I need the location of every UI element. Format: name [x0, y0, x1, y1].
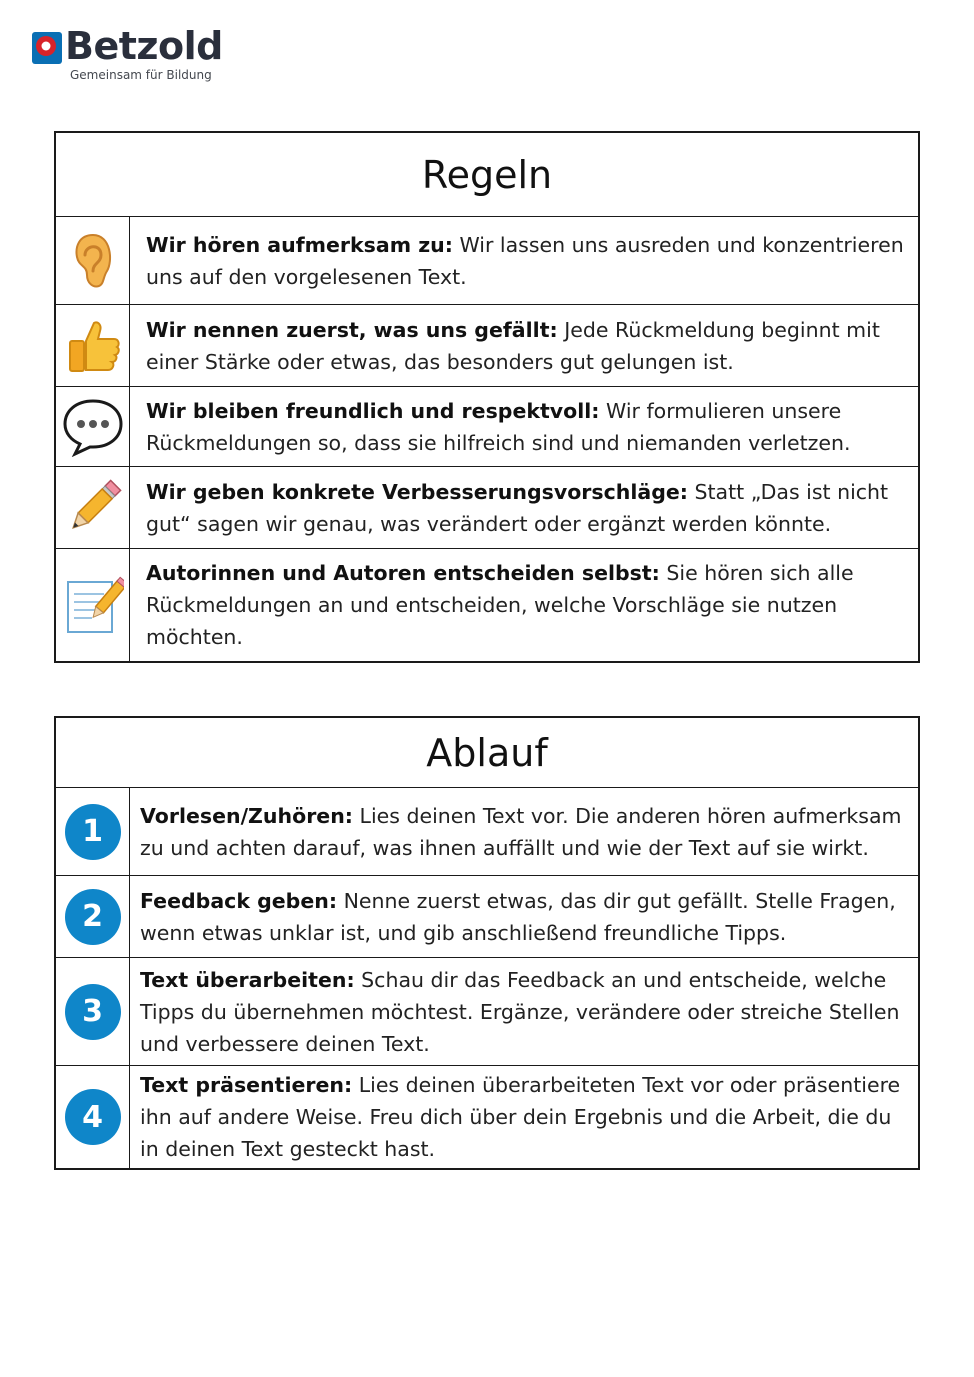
ablauf-bold: Text präsentieren:	[140, 1073, 353, 1097]
regel-bold: Wir geben konkrete Verbesserungsvorschläge:	[146, 479, 688, 504]
regeln-table	[54, 131, 920, 663]
regel-bold: Autorinnen und Autoren entscheiden selbst:	[146, 561, 660, 585]
ablauf-body: Lies deinen Text vor. Die anderen hören aufmerksam zu und achten darauf, was ihnen auffällt und wie der Text auf sie wirkt.	[140, 803, 902, 860]
regel-text	[130, 467, 918, 548]
ablauf-text	[130, 958, 918, 1065]
regel-body: Jede Rückmeldung beginnt mit einer Stärke oder etwas, das besonders gut gelungen ist.	[146, 317, 880, 374]
regel-text	[130, 387, 918, 466]
regel-bold: Wir hören aufmerksam zu:	[146, 232, 453, 257]
regel-row	[56, 387, 918, 467]
pencil-icon	[63, 478, 123, 538]
ablauf-title: Ablauf	[56, 718, 918, 788]
number-2-badge: 2	[65, 889, 121, 945]
regel-bold: Wir bleiben freundlich und respektvoll:	[146, 398, 600, 423]
regel-text	[130, 217, 918, 304]
logo-wordmark: Betzold	[65, 24, 223, 68]
ablauf-bold: Feedback geben:	[140, 888, 338, 913]
ear-icon	[71, 231, 115, 291]
ablauf-text	[130, 788, 918, 875]
ablauf-row	[56, 1066, 918, 1168]
regel-row	[56, 549, 918, 661]
regel-body: Wir lassen uns ausreden und konzentrieren uns auf den vorgelesenen Text.	[146, 232, 904, 289]
speech-bubble-icon	[61, 397, 125, 457]
memo-icon	[62, 574, 124, 636]
regel-bold: Wir nennen zuerst, was uns gefällt:	[146, 317, 558, 342]
number-3-badge: 3	[65, 984, 121, 1040]
number-1-badge: 1	[65, 804, 121, 860]
regel-text	[130, 305, 918, 386]
ablauf-body: Schau dir das Feedback an und entscheide, welche Tipps du übernehmen möchtest. Ergänze, verändere oder streiche Stellen und verbessere deinen Text.	[140, 967, 900, 1056]
ablauf-bold: Text überarbeiten:	[140, 967, 355, 992]
logo-tagline: Gemeinsam für Bildung	[70, 68, 212, 82]
ablauf-row	[56, 788, 918, 876]
ablauf-body: Lies deinen überarbeiteten Text vor oder präsentiere ihn auf andere Weise. Freu dich über dein Ergebnis und die Arbeit, die du in deinen Text gesteckt hast.	[140, 1073, 901, 1161]
regel-row	[56, 305, 918, 387]
ablauf-body: Nenne zuerst etwas, das dir gut gefällt. Stelle Fragen, wenn etwas unklar ist, und gib anschließend freundliche Tipps.	[140, 888, 896, 945]
number-4-badge: 4	[65, 1089, 121, 1145]
ablauf-row	[56, 958, 918, 1066]
ablauf-table	[54, 716, 920, 1170]
regel-text	[130, 549, 918, 661]
thumbs-up-icon	[64, 317, 122, 375]
ablauf-text	[130, 876, 918, 957]
regel-row	[56, 217, 918, 305]
ablauf-row	[56, 876, 918, 958]
ablauf-bold: Vorlesen/Zuhören:	[140, 803, 353, 828]
regel-body: Statt „Das ist nicht gut“ sagen wir genau, was verändert oder ergänzt werden könnte.	[146, 479, 889, 536]
regel-body: Sie hören sich alle Rückmeldungen an und entscheiden, welche Vorschläge sie nutzen möchten.	[146, 561, 854, 649]
ablauf-text	[130, 1066, 918, 1168]
betzold-logo[interactable]	[32, 24, 232, 88]
logo-mark-icon	[32, 32, 62, 64]
regel-row	[56, 467, 918, 549]
regel-body: Wir formulieren unsere Rückmeldungen so, dass sie hilfreich sind und niemanden verletzen.	[146, 398, 851, 455]
regeln-title: Regeln	[56, 133, 918, 217]
